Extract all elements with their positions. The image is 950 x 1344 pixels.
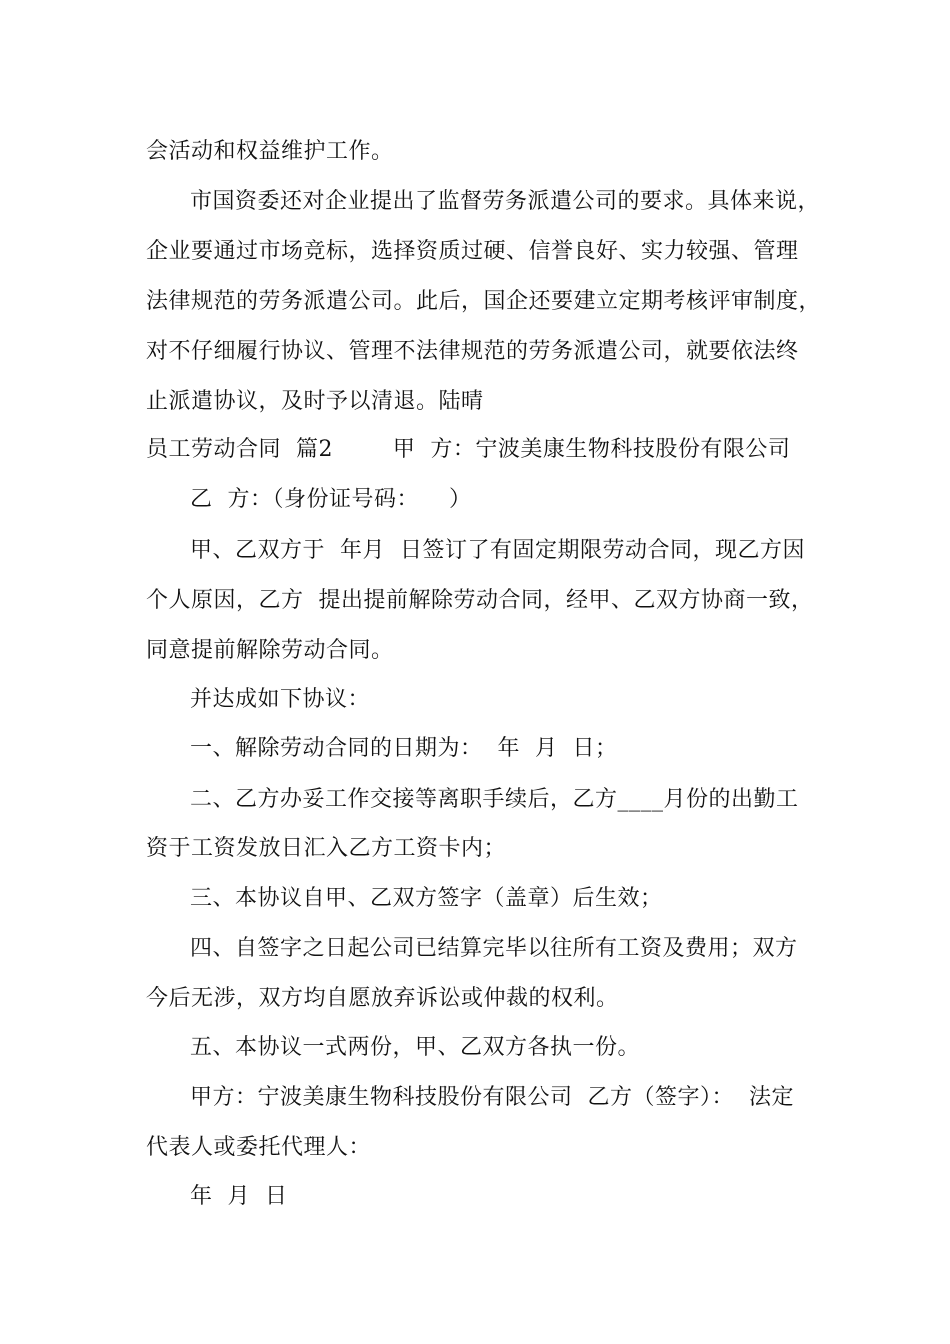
signature-line: 代表人或委托代理人：	[146, 1135, 372, 1160]
paragraph-line: 对不仔细履行协议、管理不法律规范的劳务派遣公司，就要依法终	[146, 339, 799, 364]
paragraph-line: 止派遣协议，及时予以清退。陆晴	[146, 389, 484, 414]
paragraph-line: 市国资委还对企业提出了监督劳务派遣公司的要求。具体来说，	[190, 189, 821, 214]
paragraph-line: 今后无涉，双方均自愿放弃诉讼或仲裁的权利。	[146, 986, 619, 1011]
paragraph-line: 企业要通过市场竞标，选择资质过硬、信誉良好、实力较强、管理	[146, 239, 799, 264]
paragraph-line: 个人原因，乙方 提出提前解除劳动合同，经甲、乙双方协商一致，	[146, 588, 814, 613]
date-line: 年 月 日	[190, 1184, 288, 1209]
signature-line: 甲方：宁波美康生物科技股份有限公司 乙方（签字）： 法定	[190, 1085, 794, 1110]
paragraph-line: 法律规范的劳务派遣公司。此后，国企还要建立定期考核评审制度，	[146, 289, 822, 314]
section-heading-line: 员工劳动合同 篇2 甲 方：宁波美康生物科技股份有限公司	[146, 437, 791, 462]
paragraph-line: 四、自签字之日起公司已结算完毕以往所有工资及费用；双方	[190, 936, 798, 961]
paragraph-line: 五、本协议一式两份，甲、乙双方各执一份。	[190, 1035, 641, 1060]
paragraph-line: 甲、乙双方于 年月 日签订了有固定期限劳动合同，现乙方因	[190, 538, 805, 563]
paragraph-line: 会活动和权益维护工作。	[146, 139, 394, 164]
paragraph-line: 三、本协议自甲、乙双方签字（盖章）后生效；	[190, 886, 663, 911]
paragraph-line: 并达成如下协议：	[190, 687, 371, 712]
paragraph-line: 二、乙方办妥工作交接等离职手续后，乙方____月份的出勤工	[190, 787, 799, 812]
paragraph-line: 同意提前解除劳动合同。	[146, 638, 394, 663]
paragraph-line: 一、解除劳动合同的日期为： 年 月 日；	[190, 736, 618, 761]
paragraph-line: 乙 方：（身份证号码： ）	[190, 487, 472, 512]
paragraph-line: 资于工资发放日汇入乙方工资卡内；	[146, 836, 507, 861]
